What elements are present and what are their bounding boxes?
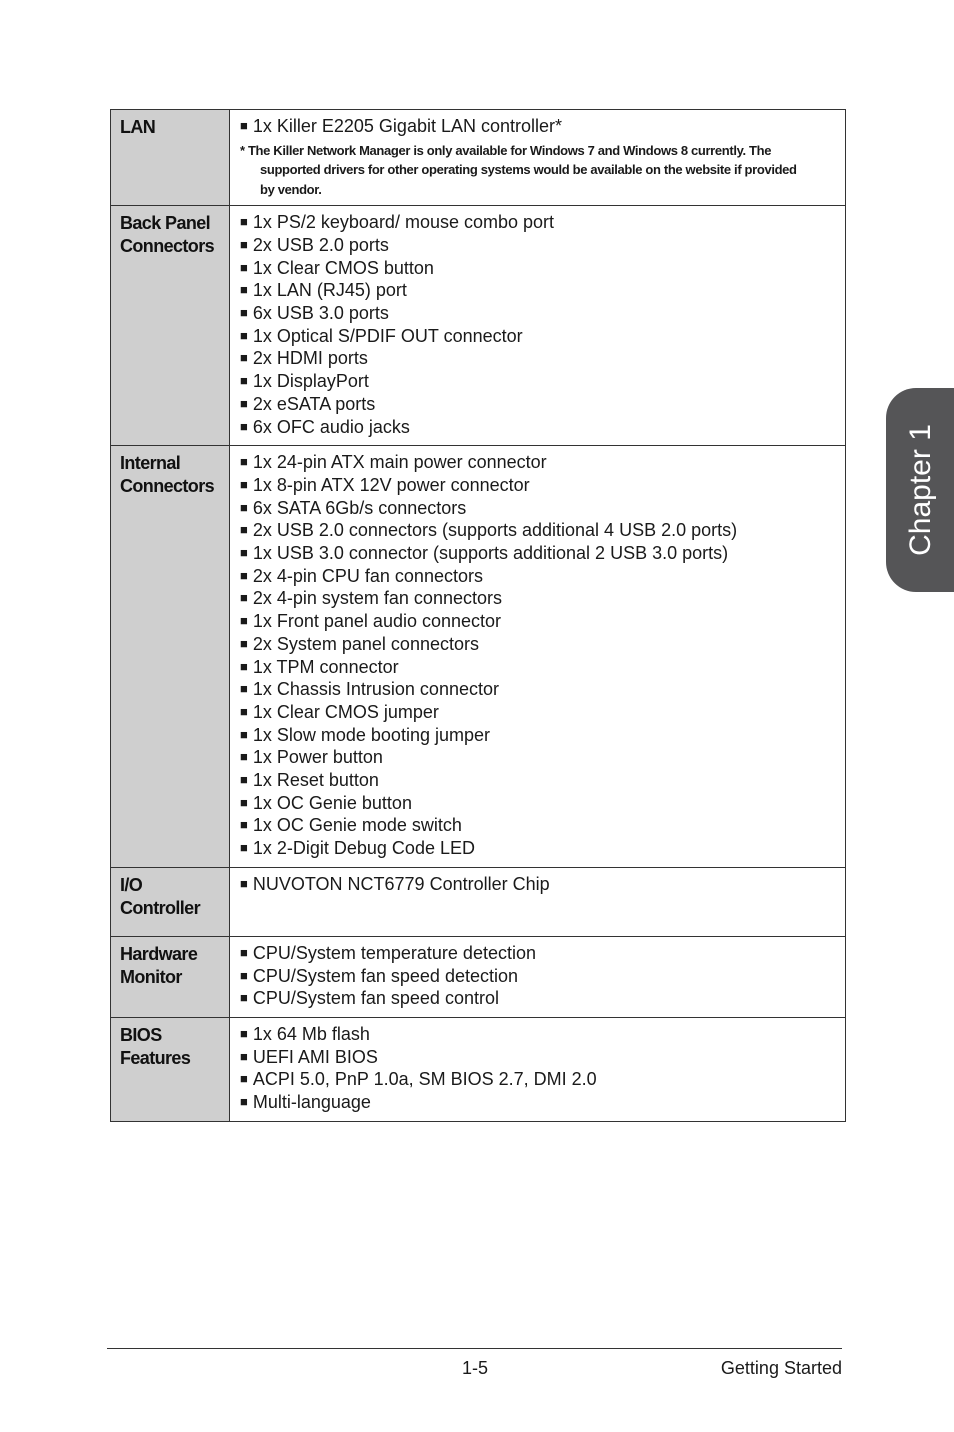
spec-item <box>240 417 837 440</box>
spec-item-text: 1x Killer E2205 Gigabit LAN controller* <box>252 116 563 136</box>
chapter-tab <box>886 388 954 592</box>
square-bullet-icon: ■ <box>240 567 248 583</box>
square-bullet-icon: ■ <box>240 1048 248 1064</box>
spec-item <box>240 348 837 371</box>
spec-label-line: BIOS <box>120 1025 162 1045</box>
spec-item <box>240 371 837 394</box>
spec-row <box>111 867 846 936</box>
spec-row-label <box>111 206 230 446</box>
spec-item <box>240 1092 837 1115</box>
square-bullet-icon: ■ <box>240 305 248 321</box>
spec-label-line: Controller <box>120 897 201 918</box>
square-bullet-icon: ■ <box>240 772 248 788</box>
spec-row-content <box>230 936 846 1017</box>
spec-item-text: 1x USB 3.0 connector (supports additional 2 USB 3.0 ports) <box>252 543 729 564</box>
spec-item-text: 6x USB 3.0 ports <box>252 303 389 324</box>
spec-item <box>240 1069 837 1092</box>
spec-item-text: 2x USB 2.0 connectors (supports additional 4 USB 2.0 ports) <box>252 520 738 541</box>
spec-item-text: 1x 2-Digit Debug Code LED <box>252 838 475 859</box>
square-bullet-icon: ■ <box>240 990 248 1006</box>
spec-table <box>110 109 846 1122</box>
spec-item <box>240 475 837 498</box>
chapter-tab-label: Chapter 1 <box>904 424 937 556</box>
spec-item-text: 6x OFC audio jacks <box>252 416 410 437</box>
square-bullet-icon: ■ <box>240 418 248 434</box>
spec-row-content <box>230 110 846 206</box>
footer-divider <box>107 1348 842 1349</box>
spec-label-line: LAN <box>120 117 156 137</box>
spec-item <box>240 793 837 816</box>
spec-item <box>240 725 837 748</box>
square-bullet-icon: ■ <box>240 1026 248 1041</box>
square-bullet-icon: ■ <box>240 1094 248 1110</box>
square-bullet-icon: ■ <box>240 282 248 298</box>
square-bullet-icon: ■ <box>240 395 248 411</box>
square-bullet-icon: ■ <box>240 545 248 561</box>
spec-label-line: Internal <box>120 453 181 474</box>
spec-item-text: 1x Chassis Intrusion connector <box>252 679 499 700</box>
square-bullet-icon: ■ <box>240 794 248 810</box>
spec-item-text: 1x Front panel audio connector <box>252 611 502 632</box>
spec-item <box>240 1024 837 1047</box>
spec-item-text: 6x SATA 6Gb/s connectors <box>252 497 467 518</box>
square-bullet-icon: ■ <box>240 373 248 389</box>
square-bullet-icon: ■ <box>240 522 248 538</box>
spec-item <box>240 988 837 1011</box>
spec-row <box>111 1018 846 1122</box>
spec-label-line: Hardware <box>120 943 198 964</box>
spec-item-text: 1x Optical S/PDIF OUT connector <box>252 325 523 346</box>
spec-item-text: CPU/System temperature detection <box>252 942 536 963</box>
spec-item <box>240 212 837 235</box>
spec-row-content <box>230 206 846 446</box>
spec-label-line: Monitor <box>120 966 182 987</box>
square-bullet-icon: ■ <box>240 214 248 230</box>
spec-item <box>240 770 837 793</box>
spec-label-line: Connectors <box>120 476 215 497</box>
square-bullet-icon: ■ <box>240 944 248 960</box>
spec-item <box>240 815 837 838</box>
spec-item <box>240 498 837 521</box>
footer-section-name: Getting Started <box>720 1358 842 1378</box>
spec-label-line: I/O <box>120 874 143 895</box>
spec-item-text: NUVOTON NCT6779 Controller Chip <box>252 873 550 894</box>
spec-row-content <box>230 867 846 936</box>
spec-item-text: 1x 24-pin ATX main power connector <box>252 452 547 473</box>
square-bullet-icon: ■ <box>240 875 248 891</box>
square-bullet-icon: ■ <box>240 476 248 492</box>
spec-row-label <box>111 867 230 936</box>
spec-item-text: 1x Slow mode booting jumper <box>252 724 490 745</box>
spec-item-text: 1x Reset button <box>252 770 379 791</box>
spec-item <box>240 116 837 139</box>
spec-item <box>240 702 837 725</box>
spec-table-body <box>111 110 846 1122</box>
footnote <box>240 141 837 200</box>
spec-item <box>240 679 837 702</box>
spec-item <box>240 588 837 611</box>
page-number: 1-5 <box>462 1358 489 1378</box>
square-bullet-icon: ■ <box>240 1071 248 1087</box>
square-bullet-icon: ■ <box>240 454 248 470</box>
spec-label-line: Features <box>120 1048 191 1068</box>
footnote-line: * The Killer Network Manager is only available for Windows 7 and Windows 8 currently. The <box>240 142 772 158</box>
spec-row-content <box>230 1018 846 1122</box>
spec-item-text: 1x PS/2 keyboard/ mouse combo port <box>252 212 555 233</box>
spec-item-text: CPU/System fan speed detection <box>252 965 518 986</box>
spec-item <box>240 280 837 303</box>
square-bullet-icon: ■ <box>240 499 248 515</box>
spec-item-text: 1x Clear CMOS button <box>252 257 434 278</box>
spec-item <box>240 838 837 861</box>
square-bullet-icon: ■ <box>240 726 248 742</box>
spec-item <box>240 657 837 680</box>
spec-item <box>240 634 837 657</box>
square-bullet-icon: ■ <box>240 635 248 651</box>
footnote-line: supported drivers for other operating systems would be available on the website if provided <box>260 162 797 178</box>
spec-item <box>240 966 837 989</box>
spec-row <box>111 446 846 868</box>
square-bullet-icon: ■ <box>240 118 248 133</box>
spec-row <box>111 936 846 1017</box>
spec-item <box>240 452 837 475</box>
spec-item-text: 1x OC Genie mode switch <box>252 815 462 836</box>
spec-item <box>240 611 837 634</box>
spec-item <box>240 258 837 281</box>
spec-item-text: 1x 64 Mb flash <box>252 1024 370 1044</box>
square-bullet-icon: ■ <box>240 749 248 765</box>
square-bullet-icon: ■ <box>240 840 248 856</box>
spec-item-text: 1x Power button <box>252 747 383 768</box>
spec-item-text: 2x 4-pin CPU fan connectors <box>252 565 483 586</box>
square-bullet-icon: ■ <box>240 817 248 833</box>
spec-label-line: Back Panel <box>120 213 211 234</box>
spec-item-text: UEFI AMI BIOS <box>252 1046 378 1067</box>
square-bullet-icon: ■ <box>240 327 248 343</box>
spec-item <box>240 566 837 589</box>
square-bullet-icon: ■ <box>240 613 248 629</box>
spec-item-text: 2x 4-pin system fan connectors <box>252 588 502 609</box>
square-bullet-icon: ■ <box>240 350 248 366</box>
square-bullet-icon: ■ <box>240 259 248 275</box>
spec-item <box>240 326 837 349</box>
square-bullet-icon: ■ <box>240 703 248 719</box>
spec-row-content <box>230 446 846 868</box>
spec-row-label <box>111 446 230 868</box>
spec-row-label <box>111 110 230 206</box>
spec-item <box>240 874 837 897</box>
spec-item-text: 2x eSATA ports <box>252 393 376 414</box>
spec-item <box>240 520 837 543</box>
spec-item <box>240 943 837 966</box>
square-bullet-icon: ■ <box>240 236 248 252</box>
spec-item <box>240 303 837 326</box>
spec-item-text: 2x USB 2.0 ports <box>252 234 389 255</box>
spec-item-text: 2x System panel connectors <box>252 633 479 654</box>
spec-item-text: ACPI 5.0, PnP 1.0a, SM BIOS 2.7, DMI 2.0 <box>252 1069 597 1090</box>
square-bullet-icon: ■ <box>240 967 248 983</box>
spec-row <box>111 110 846 206</box>
square-bullet-icon: ■ <box>240 590 248 606</box>
footnote-line: by vendor. <box>260 181 322 197</box>
spec-label-line: Connectors <box>120 236 215 257</box>
spec-item-text: 1x OC Genie button <box>252 792 412 813</box>
spec-item-text: 1x DisplayPort <box>252 371 369 392</box>
spec-item-text: 1x LAN (RJ45) port <box>252 280 407 301</box>
spec-row-label <box>111 936 230 1017</box>
spec-item-text: Multi-language <box>252 1092 371 1113</box>
spec-item-text: 2x HDMI ports <box>252 348 368 369</box>
spec-item <box>240 543 837 566</box>
spec-item <box>240 394 837 417</box>
square-bullet-icon: ■ <box>240 658 248 674</box>
spec-row <box>111 206 846 446</box>
spec-item-text: 1x 8-pin ATX 12V power connector <box>252 474 530 495</box>
spec-item <box>240 747 837 770</box>
spec-row-label <box>111 1018 230 1122</box>
square-bullet-icon: ■ <box>240 681 248 697</box>
spec-item <box>240 1047 837 1070</box>
spec-item-text: 1x TPM connector <box>252 656 399 677</box>
spec-item-text: 1x Clear CMOS jumper <box>252 701 439 722</box>
spec-item <box>240 235 837 258</box>
spec-item-text: CPU/System fan speed control <box>252 988 499 1009</box>
